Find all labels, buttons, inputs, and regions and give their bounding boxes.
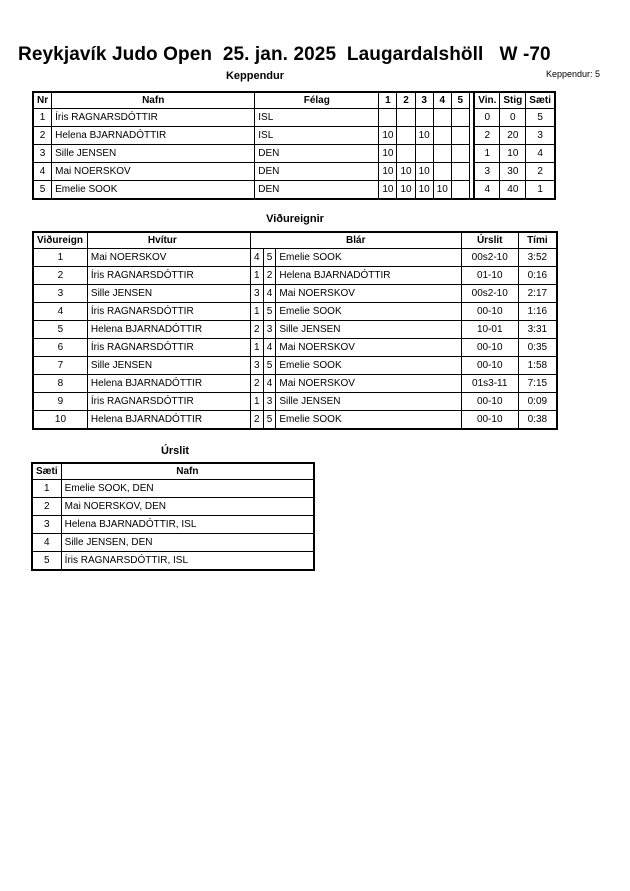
- score-vs-5: [451, 127, 469, 145]
- competitor-name: Helena BJARNADÓTTIR: [52, 127, 255, 145]
- score-vs-2: [397, 145, 415, 163]
- match-row: [33, 267, 557, 285]
- competitor-row: [33, 163, 555, 181]
- score-vs-1: 10: [379, 163, 397, 181]
- score-vs-4: [433, 109, 451, 127]
- score-vs-5: [451, 181, 469, 200]
- result-row: [32, 480, 314, 498]
- competitor-points: 40: [500, 181, 526, 200]
- match-row: [33, 411, 557, 430]
- score-vs-4: [433, 163, 451, 181]
- white-competitor: Mai NOERSKOV: [87, 249, 250, 267]
- col-place: Sæti: [526, 92, 555, 109]
- competitor-club: ISL: [255, 127, 379, 145]
- matches-heading: Viðureignir: [266, 213, 324, 225]
- competitor-wins: 1: [474, 145, 500, 163]
- score-vs-1: 10: [379, 127, 397, 145]
- match-number: 3: [33, 285, 87, 303]
- result-place: 2: [32, 498, 61, 516]
- match-time: 7:15: [518, 375, 557, 393]
- match-time: 0:16: [518, 267, 557, 285]
- blue-number: 4: [263, 339, 276, 357]
- score-vs-4: [433, 127, 451, 145]
- white-number: 2: [250, 411, 263, 430]
- match-number: 5: [33, 321, 87, 339]
- score-vs-2: 10: [397, 181, 415, 200]
- result-row: [32, 552, 314, 571]
- col-4: 4: [433, 92, 451, 109]
- competitor-place: 5: [526, 109, 555, 127]
- competitor-points: 30: [500, 163, 526, 181]
- competitor-points: 0: [500, 109, 526, 127]
- col-club: Félag: [255, 92, 379, 109]
- competitor-place: 3: [526, 127, 555, 145]
- match-time: 1:16: [518, 303, 557, 321]
- blue-competitor: Helena BJARNADÓTTIR: [276, 267, 461, 285]
- result-place: 5: [32, 552, 61, 571]
- white-number: 1: [250, 393, 263, 411]
- blue-competitor: Sille JENSEN: [276, 393, 461, 411]
- col-1: 1: [379, 92, 397, 109]
- match-time: 0:09: [518, 393, 557, 411]
- match-result: 00-10: [461, 357, 518, 375]
- results-heading: Úrslit: [160, 445, 190, 457]
- matches-table: [32, 231, 558, 430]
- match-row: [33, 393, 557, 411]
- match-number: 10: [33, 411, 87, 430]
- match-row: [33, 321, 557, 339]
- score-vs-3: [415, 145, 433, 163]
- competitor-place: 2: [526, 163, 555, 181]
- blue-competitor: Emelie SOOK: [276, 303, 461, 321]
- match-number: 4: [33, 303, 87, 321]
- white-competitor: Helena BJARNADÓTTIR: [87, 321, 250, 339]
- competitor-nr: 4: [33, 163, 52, 181]
- blue-competitor: Emelie SOOK: [276, 249, 461, 267]
- score-vs-1: [379, 109, 397, 127]
- white-number: 4: [250, 249, 263, 267]
- blue-number: 4: [263, 375, 276, 393]
- match-number: 6: [33, 339, 87, 357]
- competitor-nr: 1: [33, 109, 52, 127]
- blue-number: 5: [263, 357, 276, 375]
- competitor-nr: 5: [33, 181, 52, 200]
- result-place: 3: [32, 516, 61, 534]
- competitor-points: 20: [500, 127, 526, 145]
- result-place: 4: [32, 534, 61, 552]
- result-name: Helena BJARNADÓTTIR, ISL: [61, 516, 314, 534]
- white-number: 3: [250, 285, 263, 303]
- col-white: Hvítur: [87, 232, 250, 249]
- competitor-name: Sille JENSEN: [52, 145, 255, 163]
- blue-number: 5: [263, 303, 276, 321]
- result-row: [32, 498, 314, 516]
- competitor-club: DEN: [255, 145, 379, 163]
- match-row: [33, 357, 557, 375]
- score-vs-3: [415, 109, 433, 127]
- match-result: 00s2-10: [461, 249, 518, 267]
- white-number: 3: [250, 357, 263, 375]
- match-time: 0:35: [518, 339, 557, 357]
- competitor-wins: 4: [474, 181, 500, 200]
- match-result: 00s2-10: [461, 285, 518, 303]
- competitor-club: DEN: [255, 181, 379, 200]
- competitor-row: [33, 181, 555, 200]
- match-row: [33, 249, 557, 267]
- matches-header-row: [33, 232, 557, 249]
- match-row: [33, 375, 557, 393]
- col-nr: Nr: [33, 92, 52, 109]
- match-time: 0:38: [518, 411, 557, 430]
- white-number: 1: [250, 267, 263, 285]
- score-vs-2: [397, 127, 415, 145]
- score-vs-5: [451, 163, 469, 181]
- col-place: Sæti: [32, 463, 61, 480]
- white-competitor: Íris RAGNARSDÓTTIR: [87, 339, 250, 357]
- col-3: 3: [415, 92, 433, 109]
- result-name: Sille JENSEN, DEN: [61, 534, 314, 552]
- result-row: [32, 516, 314, 534]
- blue-competitor: Mai NOERSKOV: [276, 339, 461, 357]
- blue-number: 5: [263, 411, 276, 430]
- match-time: 1:58: [518, 357, 557, 375]
- match-time: 3:31: [518, 321, 557, 339]
- competitor-row: [33, 127, 555, 145]
- results-header-row: [32, 463, 314, 480]
- blue-competitor: Emelie SOOK: [276, 411, 461, 430]
- competitor-wins: 2: [474, 127, 500, 145]
- score-vs-5: [451, 109, 469, 127]
- white-competitor: Helena BJARNADÓTTIR: [87, 375, 250, 393]
- white-competitor: Íris RAGNARSDÓTTIR: [87, 303, 250, 321]
- col-points: Stig: [500, 92, 526, 109]
- blue-competitor: Mai NOERSKOV: [276, 285, 461, 303]
- col-name: Nafn: [52, 92, 255, 109]
- competitor-place: 1: [526, 181, 555, 200]
- results-table: [31, 462, 315, 571]
- match-number: 1: [33, 249, 87, 267]
- score-vs-1: 10: [379, 181, 397, 200]
- competitor-points: 10: [500, 145, 526, 163]
- competitor-row: [33, 145, 555, 163]
- competitor-place: 4: [526, 145, 555, 163]
- score-vs-5: [451, 145, 469, 163]
- result-place: 1: [32, 480, 61, 498]
- competitor-row: [33, 109, 555, 127]
- match-result: 00-10: [461, 339, 518, 357]
- white-number: 2: [250, 321, 263, 339]
- blue-number: 3: [263, 393, 276, 411]
- competitor-nr: 2: [33, 127, 52, 145]
- match-row: [33, 303, 557, 321]
- match-number: 7: [33, 357, 87, 375]
- match-result: 01s3-11: [461, 375, 518, 393]
- blue-competitor: Emelie SOOK: [276, 357, 461, 375]
- competitor-nr: 3: [33, 145, 52, 163]
- col-blue: Blár: [250, 232, 461, 249]
- col-match: Viðureign: [33, 232, 87, 249]
- competitor-wins: 3: [474, 163, 500, 181]
- white-number: 1: [250, 339, 263, 357]
- score-vs-3: 10: [415, 127, 433, 145]
- score-vs-3: 10: [415, 181, 433, 200]
- white-competitor: Íris RAGNARSDÓTTIR: [87, 267, 250, 285]
- competitor-name: Íris RAGNARSDÓTTIR: [52, 109, 255, 127]
- white-competitor: Sille JENSEN: [87, 285, 250, 303]
- result-name: Emelie SOOK, DEN: [61, 480, 314, 498]
- score-vs-4: 10: [433, 181, 451, 200]
- score-vs-1: 10: [379, 145, 397, 163]
- score-vs-4: [433, 145, 451, 163]
- col-wins: Vin.: [474, 92, 500, 109]
- result-name: Íris RAGNARSDÓTTIR, ISL: [61, 552, 314, 571]
- blue-number: 2: [263, 267, 276, 285]
- match-result: 10-01: [461, 321, 518, 339]
- blue-competitor: Mai NOERSKOV: [276, 375, 461, 393]
- score-vs-2: [397, 109, 415, 127]
- score-vs-2: 10: [397, 163, 415, 181]
- match-number: 9: [33, 393, 87, 411]
- competitor-name: Emelie SOOK: [52, 181, 255, 200]
- competitor-wins: 0: [474, 109, 500, 127]
- competitor-name: Mai NOERSKOV: [52, 163, 255, 181]
- match-row: [33, 285, 557, 303]
- blue-number: 5: [263, 249, 276, 267]
- white-number: 1: [250, 303, 263, 321]
- white-number: 2: [250, 375, 263, 393]
- score-vs-3: 10: [415, 163, 433, 181]
- blue-competitor: Sille JENSEN: [276, 321, 461, 339]
- match-row: [33, 339, 557, 357]
- match-result: 00-10: [461, 303, 518, 321]
- result-name: Mai NOERSKOV, DEN: [61, 498, 314, 516]
- white-competitor: Sille JENSEN: [87, 357, 250, 375]
- white-competitor: Íris RAGNARSDÓTTIR: [87, 393, 250, 411]
- competitors-table: [32, 91, 556, 200]
- competitors-heading: Keppendur: [225, 70, 285, 82]
- col-2: 2: [397, 92, 415, 109]
- col-result: Úrslit: [461, 232, 518, 249]
- white-competitor: Helena BJARNADÓTTIR: [87, 411, 250, 430]
- match-number: 8: [33, 375, 87, 393]
- result-row: [32, 534, 314, 552]
- match-time: 3:52: [518, 249, 557, 267]
- competitors-count: Keppendur: 5: [545, 69, 600, 79]
- col-5: 5: [451, 92, 469, 109]
- match-result: 00-10: [461, 411, 518, 430]
- competitors-header-row: [33, 92, 555, 109]
- competitor-club: DEN: [255, 163, 379, 181]
- competitor-club: ISL: [255, 109, 379, 127]
- col-name: Nafn: [61, 463, 314, 480]
- match-result: 00-10: [461, 393, 518, 411]
- match-number: 2: [33, 267, 87, 285]
- match-time: 2:17: [518, 285, 557, 303]
- page-title: Reykjavík Judo Open 25. jan. 2025 Laugardalshöll W -70: [18, 44, 551, 65]
- blue-number: 4: [263, 285, 276, 303]
- blue-number: 3: [263, 321, 276, 339]
- col-time: Tími: [518, 232, 557, 249]
- match-result: 01-10: [461, 267, 518, 285]
